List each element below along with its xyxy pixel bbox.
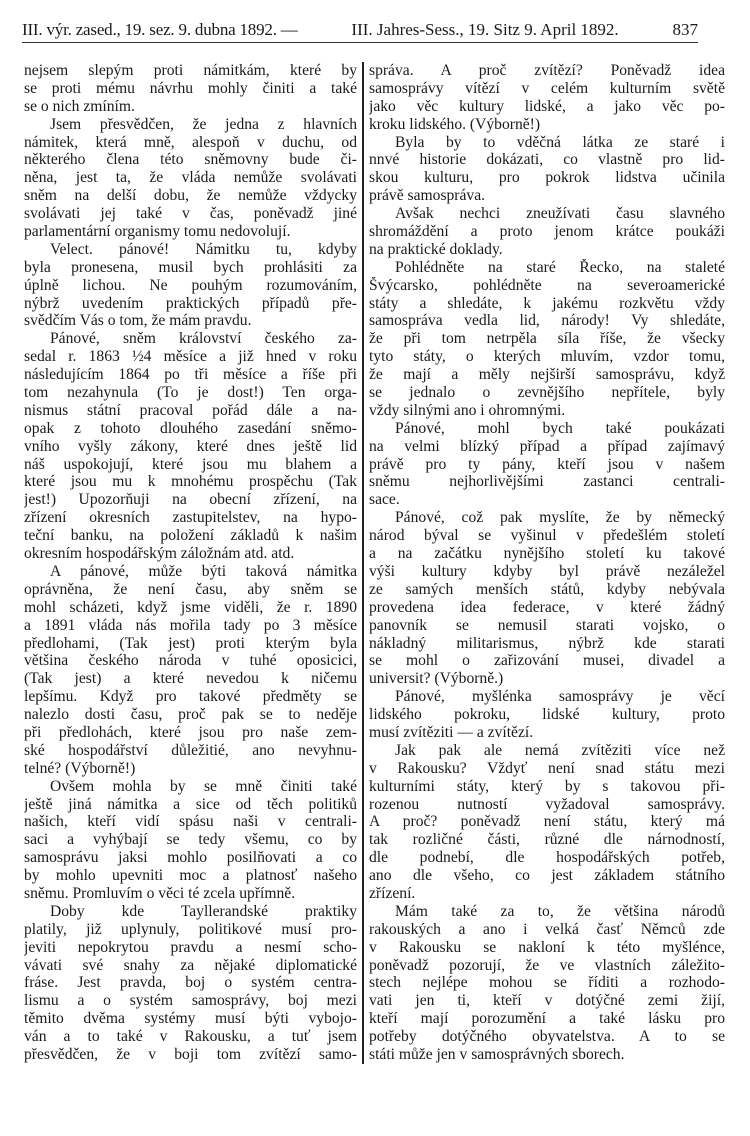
text-line: tom nezahynula (To je dost!) Ten orga- <box>24 384 357 402</box>
paragraph <box>24 330 357 563</box>
header-czech: III. výr. zased., 19. sez. 9. dubna 1892. — <box>22 20 298 39</box>
paragraph <box>24 62 357 116</box>
text-line: a na začátku nynějšího století ku takové <box>369 545 725 563</box>
text-line: při předlohách, které jsou pro naše zem- <box>24 723 357 741</box>
text-line: nejsem slepým proti námitkám, které by <box>24 62 357 79</box>
text-line: vždy silnými ano i ohromnými. <box>369 401 566 419</box>
text-line: universit? (Výborně.) <box>369 670 504 688</box>
text-line: ze samých menších států, kdyby nebývala <box>369 580 725 598</box>
text-line: sace. <box>369 491 400 509</box>
text-line: svědčím Vás o tom, že mám pravdu. <box>24 312 252 330</box>
text-line: sněm na delší dobu, že nemůže vždycky <box>24 187 357 205</box>
text-line: samospráva vedla lid, národy! Vy shledáte, <box>369 312 725 330</box>
text-line: svolávati jej také v čas, poněvadž jiné <box>24 205 357 223</box>
text-line: Byla by to vděčná látka ze staré i <box>395 133 725 151</box>
text-line: že mají a měly nejširší samosprávu, když <box>369 366 725 384</box>
text-line: saci a vyhýbají se tedy všemu, co by <box>24 831 357 849</box>
text-line: platily, již uplynuly, politikové musí pro- <box>24 920 357 938</box>
text-line: Švýcarsko, pohlédněte na severoamerické <box>369 276 725 294</box>
text-line: jest!) Upozorňuji na obecní zřízení, na <box>24 491 357 509</box>
text-line: ano dle všeho, co jest základem státního <box>369 867 725 885</box>
text-line: shromáždění a proto jenom krátce poukáži <box>369 223 725 241</box>
text-line: některého člena této sněmovny bude či- <box>24 151 357 169</box>
text-line: dle podnebí, dle hospodářských potřeb, <box>369 849 725 867</box>
text-line: Avšak nechci zneužívati času slavného <box>395 205 725 223</box>
text-line: právě pro ty pány, kteří jsou v našem <box>369 455 725 473</box>
text-line: nismus státní pracoval pořád dále a na- <box>24 401 357 419</box>
text-line: rakouských a ano i velká časť Němců zde <box>369 920 725 938</box>
text-line: A pánové, může býti taková námitka <box>50 562 357 580</box>
text-line: zřízení. <box>369 884 416 902</box>
text-line: přesvědčen, že v boji tom zvítězí samo- <box>24 1045 357 1063</box>
paragraph <box>369 134 725 206</box>
text-line: lepšímu. Když pro takové předměty se <box>24 688 357 706</box>
text-line: panovník se nemusil starati vojsko, o <box>369 616 725 634</box>
paragraph <box>369 509 725 688</box>
text-line: nalezlo dosti času, proč pak se to neděje <box>24 706 357 724</box>
text-line: vati jen ti, kteří v dotýčné zemi žijí, <box>369 992 725 1010</box>
text-line: byla pronesena, musil bych prohlásiti za <box>24 258 357 276</box>
text-line: vávati své snahy za nějaké diplomatické <box>24 956 357 974</box>
text-line: národ býval se vyšinul v předešlém století <box>369 527 725 545</box>
paragraph <box>369 62 725 134</box>
paragraph <box>369 688 725 742</box>
text-line: Velect. pánové! Námitku tu, kdyby <box>50 240 357 258</box>
text-line: rozenou nutností vyžadoval samosprávy. <box>369 795 725 813</box>
text-line: náš uspokojují, které jsou mu blahem a <box>24 455 357 473</box>
text-line: fráse. Jest pravda, boj o systém centra- <box>24 974 357 992</box>
paragraph <box>24 116 357 241</box>
text-line: lidského pokroku, lidské kultury, proto <box>369 706 725 724</box>
text-line: stech nejlépe mohou se říditi a rozhodo- <box>369 974 725 992</box>
text-line: Pánové, myšlénka samosprávy je věcí <box>395 688 725 706</box>
text-line: státi může jen v samosprávných sborech. <box>369 1045 625 1063</box>
text-line: se o nich zmíním. <box>24 97 135 115</box>
text-line: (Tak jest) a které nevedou k ničemu <box>24 670 357 688</box>
text-line: poněvadž pozorují, že ve vlastních záležito- <box>369 956 725 974</box>
text-line: jako věc kultury lidské, a jako věc po- <box>369 97 725 115</box>
text-line: zřízení okresních zastupitelstev, na hypo- <box>24 509 357 527</box>
text-line: výši kultury kdyby byl právě nezáležel <box>369 562 725 580</box>
text-line: Ovšem mohla by se mně činiti také <box>50 777 357 795</box>
text-line: na velmi blízký případ a případ zajímavý <box>369 437 725 455</box>
text-line: se jednalo o zevnějšího nepřítele, byly <box>369 384 725 402</box>
text-line: Jak pak ale nemá zvítěziti více než <box>395 741 725 759</box>
text-line: většina českého národa v tuhé oposicici, <box>24 652 357 670</box>
text-line: Jsem přesvědčen, že jedna z hlavních <box>50 115 357 133</box>
text-line: Pánové, což pak myslíte, že by německý <box>395 509 725 527</box>
text-line: něna, jest ta, že vláda nemůže svolávati <box>24 169 357 187</box>
text-line: samosprávu jaksi mohlo posilňovati a co <box>24 849 357 867</box>
paragraph <box>369 742 725 903</box>
text-line: sedal r. 1863 ½4 měsíce a již hned v roku <box>24 348 357 366</box>
text-line: provedena idea federace, v které žádný <box>369 598 725 616</box>
text-line: lismu a o systém samosprávy, boj mezi <box>24 992 357 1010</box>
text-line: úplně lichou. Ne pouhým rozumováním, <box>24 276 357 294</box>
page-number: 837 <box>672 20 698 39</box>
text-line: Pánové, sněm království českého za- <box>50 330 357 348</box>
text-line: nýbrž uvedením praktických případů pře- <box>24 294 357 312</box>
text-line: vního vyšly zákony, které dnes ještě lid <box>24 437 357 455</box>
paragraph <box>369 420 725 509</box>
text-line: že při tom netrpěla síla říše, že všecky <box>369 330 725 348</box>
text-line: teční banku, na položení základů k našim <box>24 527 357 545</box>
text-line: ještě jiná námitka a sice od těch politiků <box>24 795 357 813</box>
text-line: kroku lidského. (Výborně!) <box>369 115 541 133</box>
text-line: samosprávy vítězí v celém kulturním světě <box>369 79 725 97</box>
text-line: jeviti nepokrytou pravdu a nesmí scho- <box>24 938 357 956</box>
paragraph <box>369 205 725 259</box>
text-line: Pánové, mohl bych také poukázati <box>395 419 725 437</box>
text-line: které jsou mu k mnohému prospěchu (Tak <box>24 473 357 491</box>
text-line: tyto státy, o kterých mluvím, vzdor tomu, <box>369 348 725 366</box>
text-line: státy a shledáte, k jakému rozkvětu vždy <box>369 294 725 312</box>
text-line: opak z tohoto dlouhého zasedání sněmo- <box>24 419 357 437</box>
text-line: potřeby dotýčného obyvatelstva. A to se <box>369 1028 725 1046</box>
text-line: se mohl o zařizování musei, divadel a <box>369 652 725 670</box>
paragraph <box>24 241 357 330</box>
right-column <box>369 62 725 1064</box>
text-line: správa. A proč zvítězí? Poněvadž idea <box>369 62 725 79</box>
text-line: předlohami, (Tak jest) proti kterým byla <box>24 634 357 652</box>
text-line: skou kulturu, pro pokrok lidstva učinila <box>369 169 725 187</box>
text-line: ské hospodářství důležitié, ano nevyhnu- <box>24 741 357 759</box>
text-line: sněmu nejhorlivějšími zastanci centrali- <box>369 473 725 491</box>
text-line: právě samospráva. <box>369 187 486 205</box>
text-line: Mám také za to, že většina národů <box>395 902 725 920</box>
running-header <box>22 20 698 43</box>
text-line: v Rakousku? Vždyť není snad státu mezi <box>369 759 725 777</box>
text-line: telné? (Výborně!) <box>24 759 136 777</box>
paragraph <box>369 259 725 420</box>
text-line: oprávněna, že není času, aby sněm se <box>24 580 357 598</box>
text-line: nákladný militarismus, nýbrž kde starati <box>369 634 725 652</box>
text-line: kulturními státy, který by s takovou při- <box>369 777 725 795</box>
paragraph <box>24 563 357 778</box>
text-line: parlamentární organismy tomu nedovolují. <box>24 223 291 241</box>
paragraph <box>369 903 725 1064</box>
text-line: mohl scházeti, když jsme viděli, že r. 1890 <box>24 598 357 616</box>
text-line: na praktické doklady. <box>369 240 503 258</box>
text-line: Pohlédněte na staré Řecko, na staleté <box>395 258 725 276</box>
text-line: tak rozličné části, různé dle nárnodností, <box>369 831 725 849</box>
text-line: by mohlo upevniti moc a platnosť našeho <box>24 867 357 885</box>
text-line: našich, kteří vidí spásu naši v centrali- <box>24 813 357 831</box>
header-german: III. Jahres-Sess., 19. Sitz 9. April 1892. <box>351 20 619 39</box>
text-line: A proč? poněvadž není státu, který má <box>369 813 725 831</box>
text-line: námitek, která mně, alespoň v duchu, od <box>24 133 357 151</box>
text-line: Doby kde Tayllerandské praktiky <box>50 902 357 920</box>
text-line: nnvé historie dokázati, co vlastně pro lid- <box>369 151 725 169</box>
text-line: ván a to také v Rakousku, a tuť jsem <box>24 1028 357 1046</box>
text-line: kteří mají porozumění a také lásku pro <box>369 1010 725 1028</box>
text-line: sněmu. Promluvím o věci té zcela upřímně. <box>24 884 296 902</box>
text-line: a 1891 vláda nás mořila tady po 3 měsíce <box>24 616 357 634</box>
left-column <box>24 62 357 1064</box>
text-line: musí zvítěziti — a zvítězí. <box>369 723 534 741</box>
paragraph <box>24 903 357 1064</box>
paragraph <box>24 778 357 903</box>
text-line: okresním hospodářským záložnám atd. atd. <box>24 545 295 563</box>
text-line: následujícím 1864 po tři měsíce a říše při <box>24 366 357 384</box>
text-line: těmito dvěma systémy musí býti vybojo- <box>24 1010 357 1028</box>
column-divider <box>362 62 364 1064</box>
text-line: v Rakousku se nakloní k této myšlénce, <box>369 938 725 956</box>
text-line: se proti mému návrhu mohly činiti a také <box>24 79 357 97</box>
